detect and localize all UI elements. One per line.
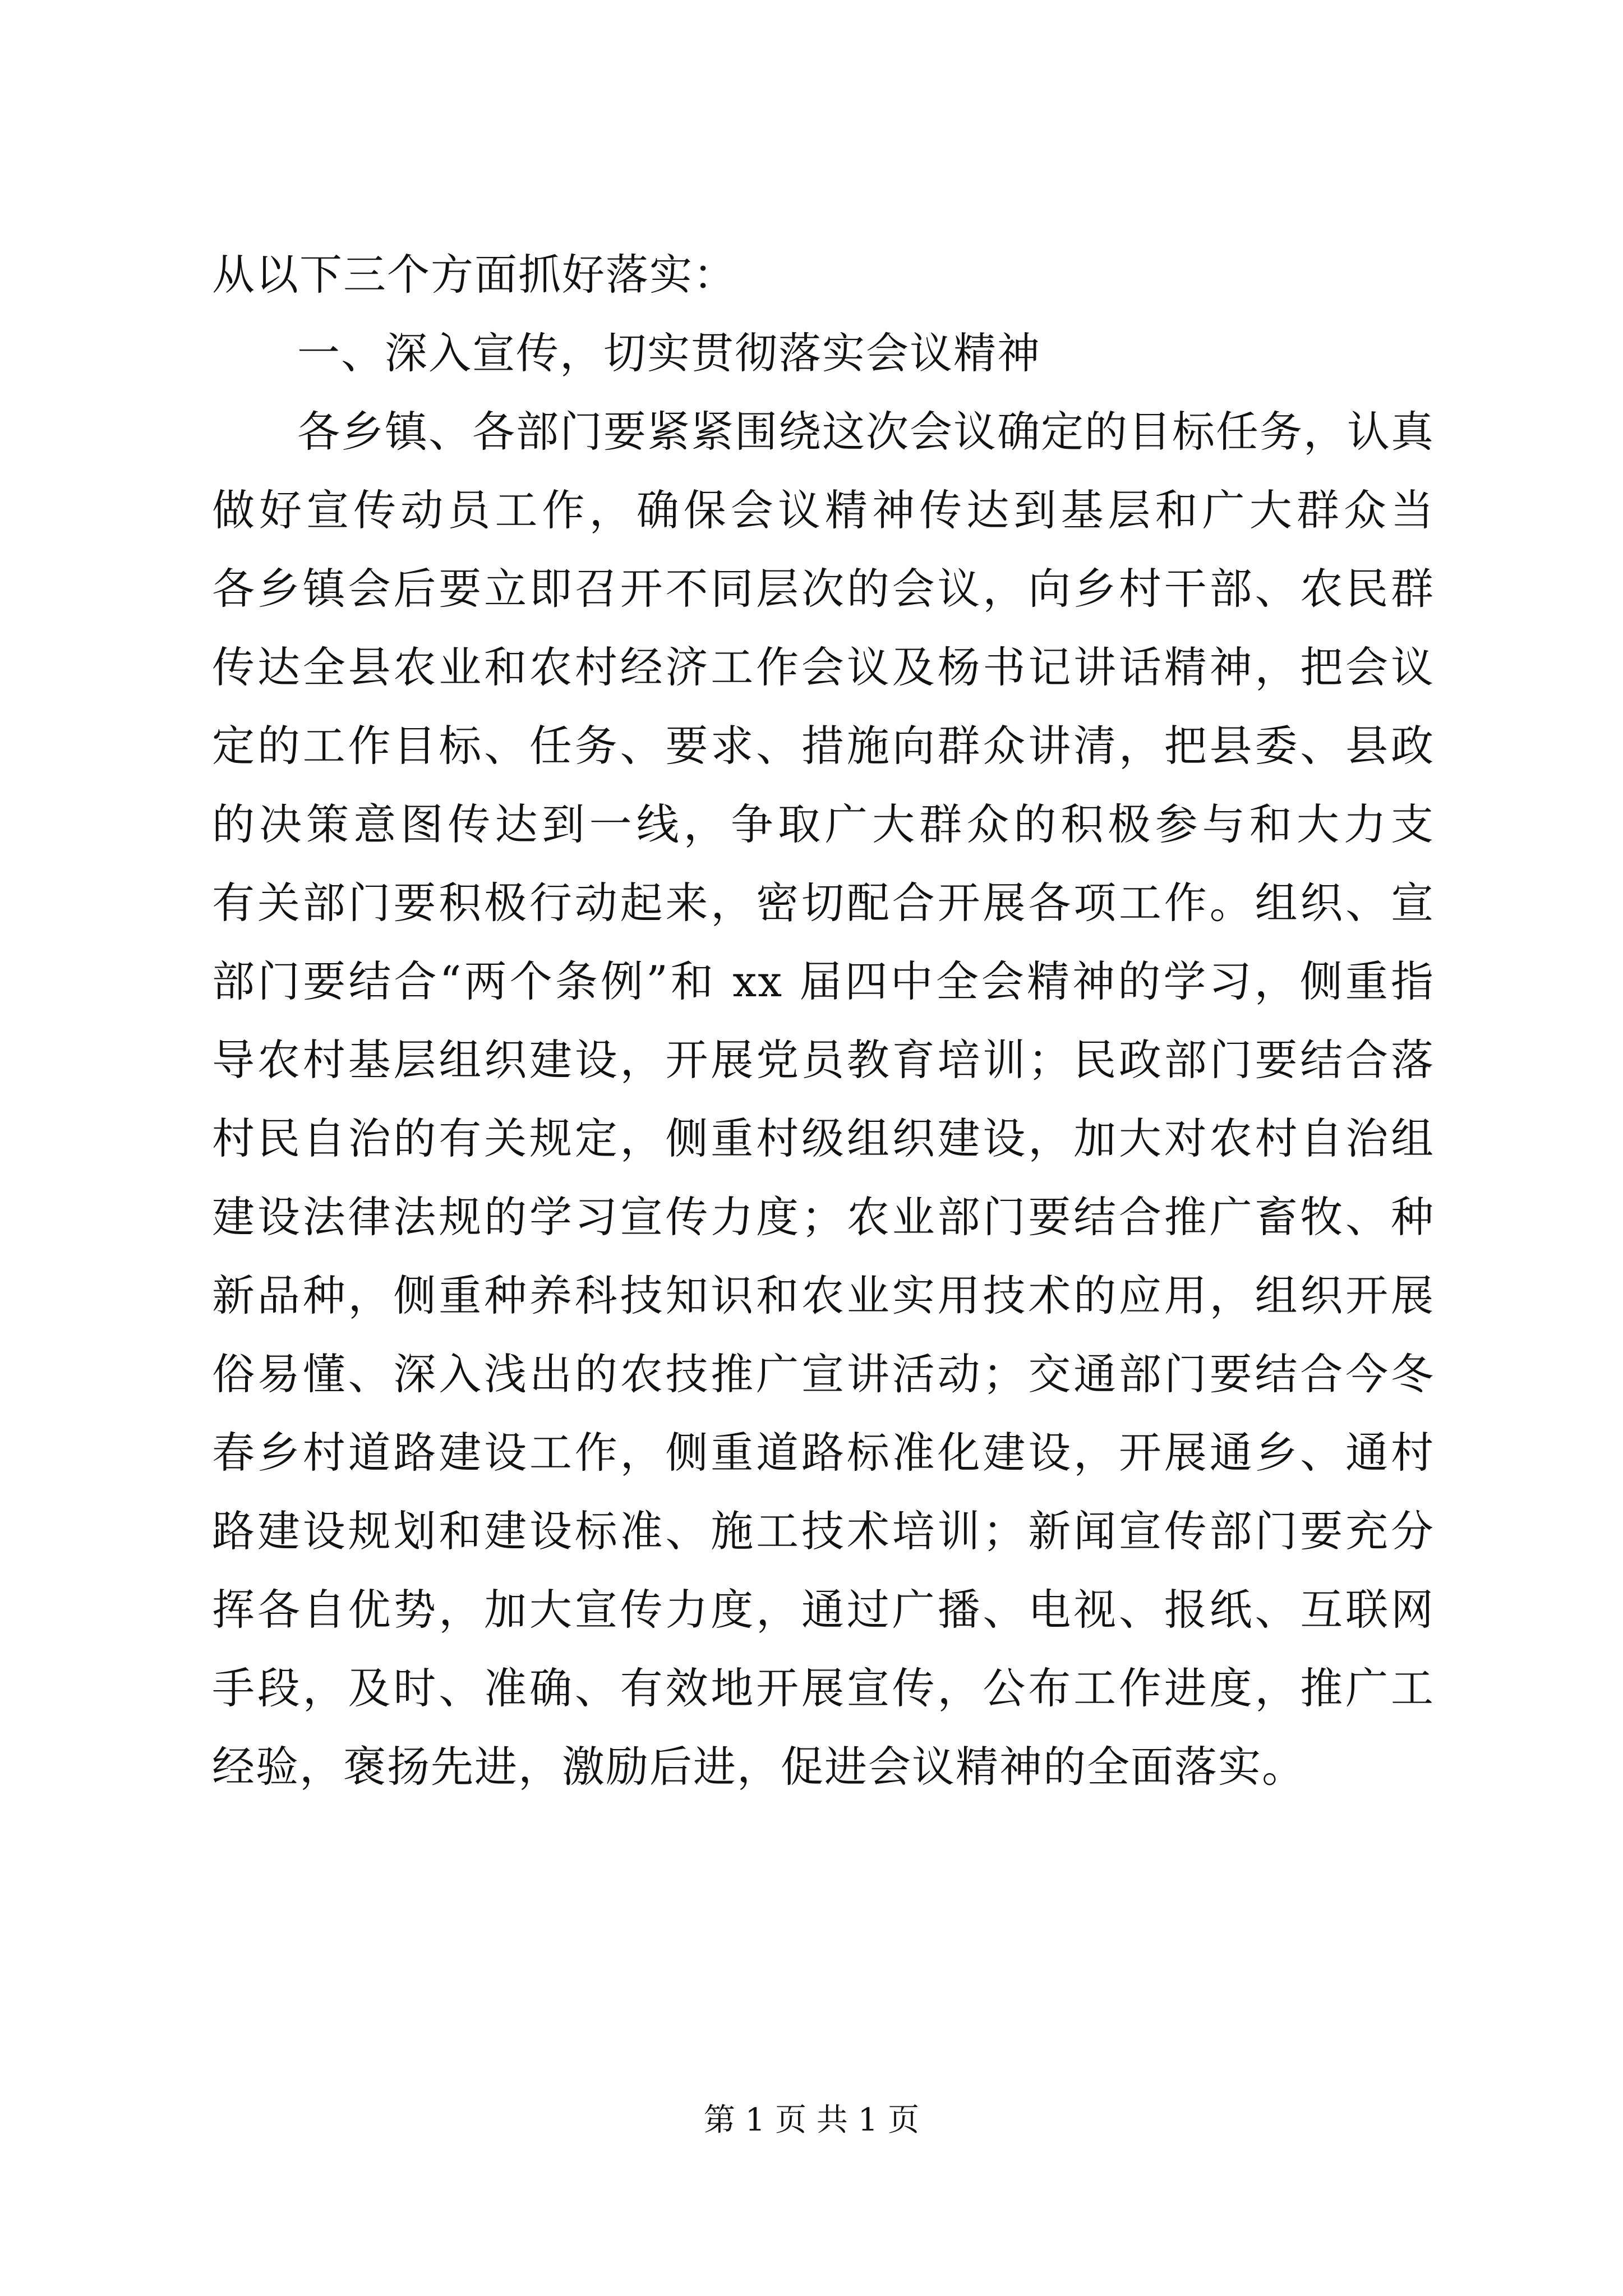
text-line: 做好宣传动员工作，确保会议精神传达到基层和广大群众当 [212,485,1435,535]
text-line: 从以下三个方面抓好落实： [212,250,737,300]
text-line: 各乡镇、各部门要紧紧围绕这次会议确定的目标任务，认真 [297,407,1435,457]
text-line: 经验，褒扬先进，激励后进，促进会议精神的全面落实。 [212,1742,1306,1792]
text-line: 定的工作目标、任务、要求、措施向群众讲清，把县委、县政 [212,721,1435,771]
text-line: 俗易懂、深入浅出的农技推广宣讲活动；交通部门要结合今冬 [212,1349,1435,1399]
text-line: 部门要结合“两个条例”和 xx 届四中全会精神的学习，侧重指 [212,956,1435,1006]
text-line: 的决策意图传达到一线，争取广大群众的积极参与和大力支 [212,799,1435,849]
text-line: 有关部门要积极行动起来，密切配合开展各项工作。组织、宣 [212,878,1435,928]
section-heading: 一、深入宣传，切实贯彻落实会议精神 [297,328,1041,378]
text-line: 导农村基层组织建设，开展党员教育培训；民政部门要结合落 [212,1035,1435,1085]
text-line: 路建设规划和建设标准、施工技术培训；新闻宣传部门要充分 [212,1506,1435,1556]
text-line: 新品种，侧重种养科技知识和农业实用技术的应用，组织开展 [212,1271,1435,1320]
text-line: 建设法律法规的学习宣传力度；农业部门要结合推广畜牧、种 [212,1192,1435,1242]
text-line: 手段，及时、准确、有效地开展宣传，公布工作进度，推广工 [212,1663,1435,1713]
document-body [212,236,1435,1806]
text-line: 各乡镇会后要立即召开不同层次的会议，向乡村干部、农民群 [212,564,1435,614]
text-line: 传达全县农业和农村经济工作会议及杨书记讲话精神，把会议 [212,642,1435,692]
text-line: 村民自治的有关规定，侧重村级组织建设，加大对农村自治组 [212,1114,1435,1163]
text-line: 挥各自优势，加大宣传力度，通过广播、电视、报纸、互联网 [212,1585,1435,1635]
text-line: 春乡村道路建设工作，侧重道路标准化建设，开展通乡、通村 [212,1428,1435,1478]
page-number-footer: 第 1 页 共 1 页 [703,2102,920,2138]
